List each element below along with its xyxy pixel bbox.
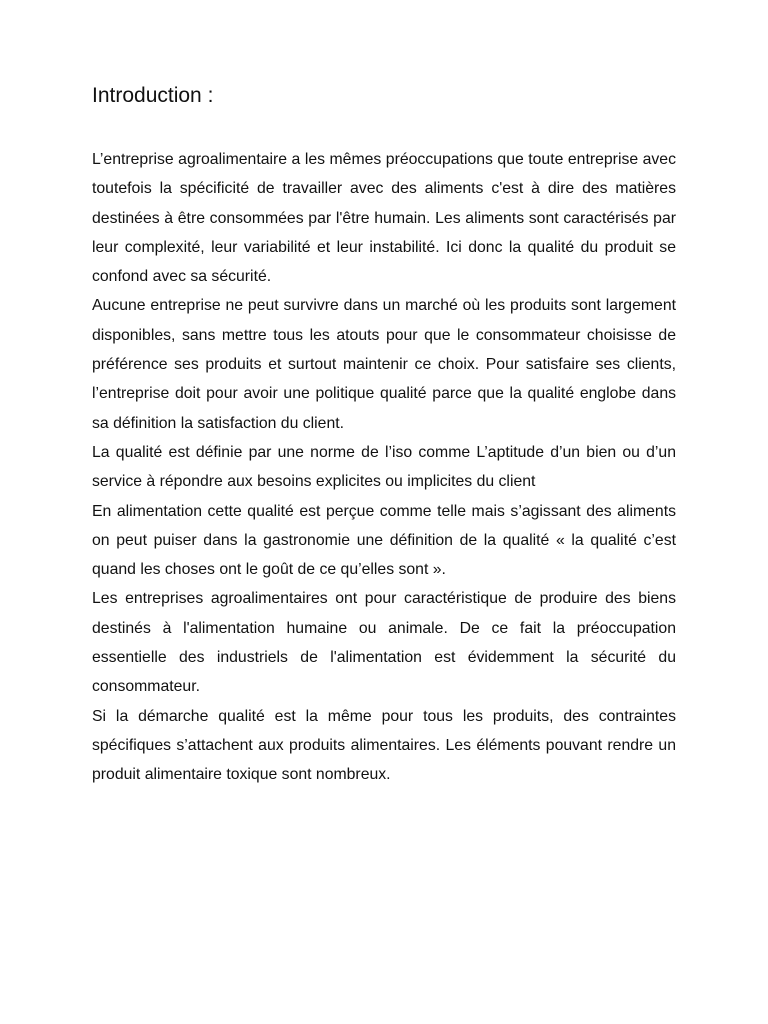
document-body (92, 145, 676, 790)
paragraph: Si la démarche qualité est la même pour tous les produits, des contraintes spécifiques s’attachent aux produits alimentaires. Les éléments pouvant rendre un produit alimentaire toxique sont nombreux. (92, 707, 676, 784)
paragraph: Les entreprises agroalimentaires ont pour caractéristique de produire des biens destinés à l'alimentation humaine ou animale. De ce fait la préoccupation essentielle des industriels de l'alimentation est évidemment la sécurité du consommateur. (92, 590, 676, 696)
paragraph: L’entreprise agroalimentaire a les mêmes préoccupations que toute entreprise avec toutefois la spécificité de travailler avec des aliments c'est à dire des matières destinées à être consommées par l'être humain. Les aliments sont caractérisés par leur complexité, leur variabilité et leur instabilité. Ici donc la qualité du produit se confond avec sa sécurité. (92, 151, 676, 286)
paragraph: En alimentation cette qualité est perçue comme telle mais s’agissant des aliments on peut puiser dans la gastronomie une définition de la qualité « la qualité c’est quand les choses ont le goût de ce qu’elles sont ». (92, 502, 676, 579)
paragraph: La qualité est définie par une norme de l’iso comme L’aptitude d’un bien ou d’un service à répondre aux besoins explicites ou implicites du client (92, 443, 676, 491)
paragraph: Aucune entreprise ne peut survivre dans un marché où les produits sont largement disponibles, sans mettre tous les atouts pour que le consommateur choisisse de préférence ses produits et surtout maintenir ce choix. Pour satisfaire ses clients, l’entreprise doit pour avoir une politique qualité parce que la qualité englobe dans sa définition la satisfaction du client. (92, 297, 676, 432)
page-title: Introduction : (92, 84, 214, 107)
